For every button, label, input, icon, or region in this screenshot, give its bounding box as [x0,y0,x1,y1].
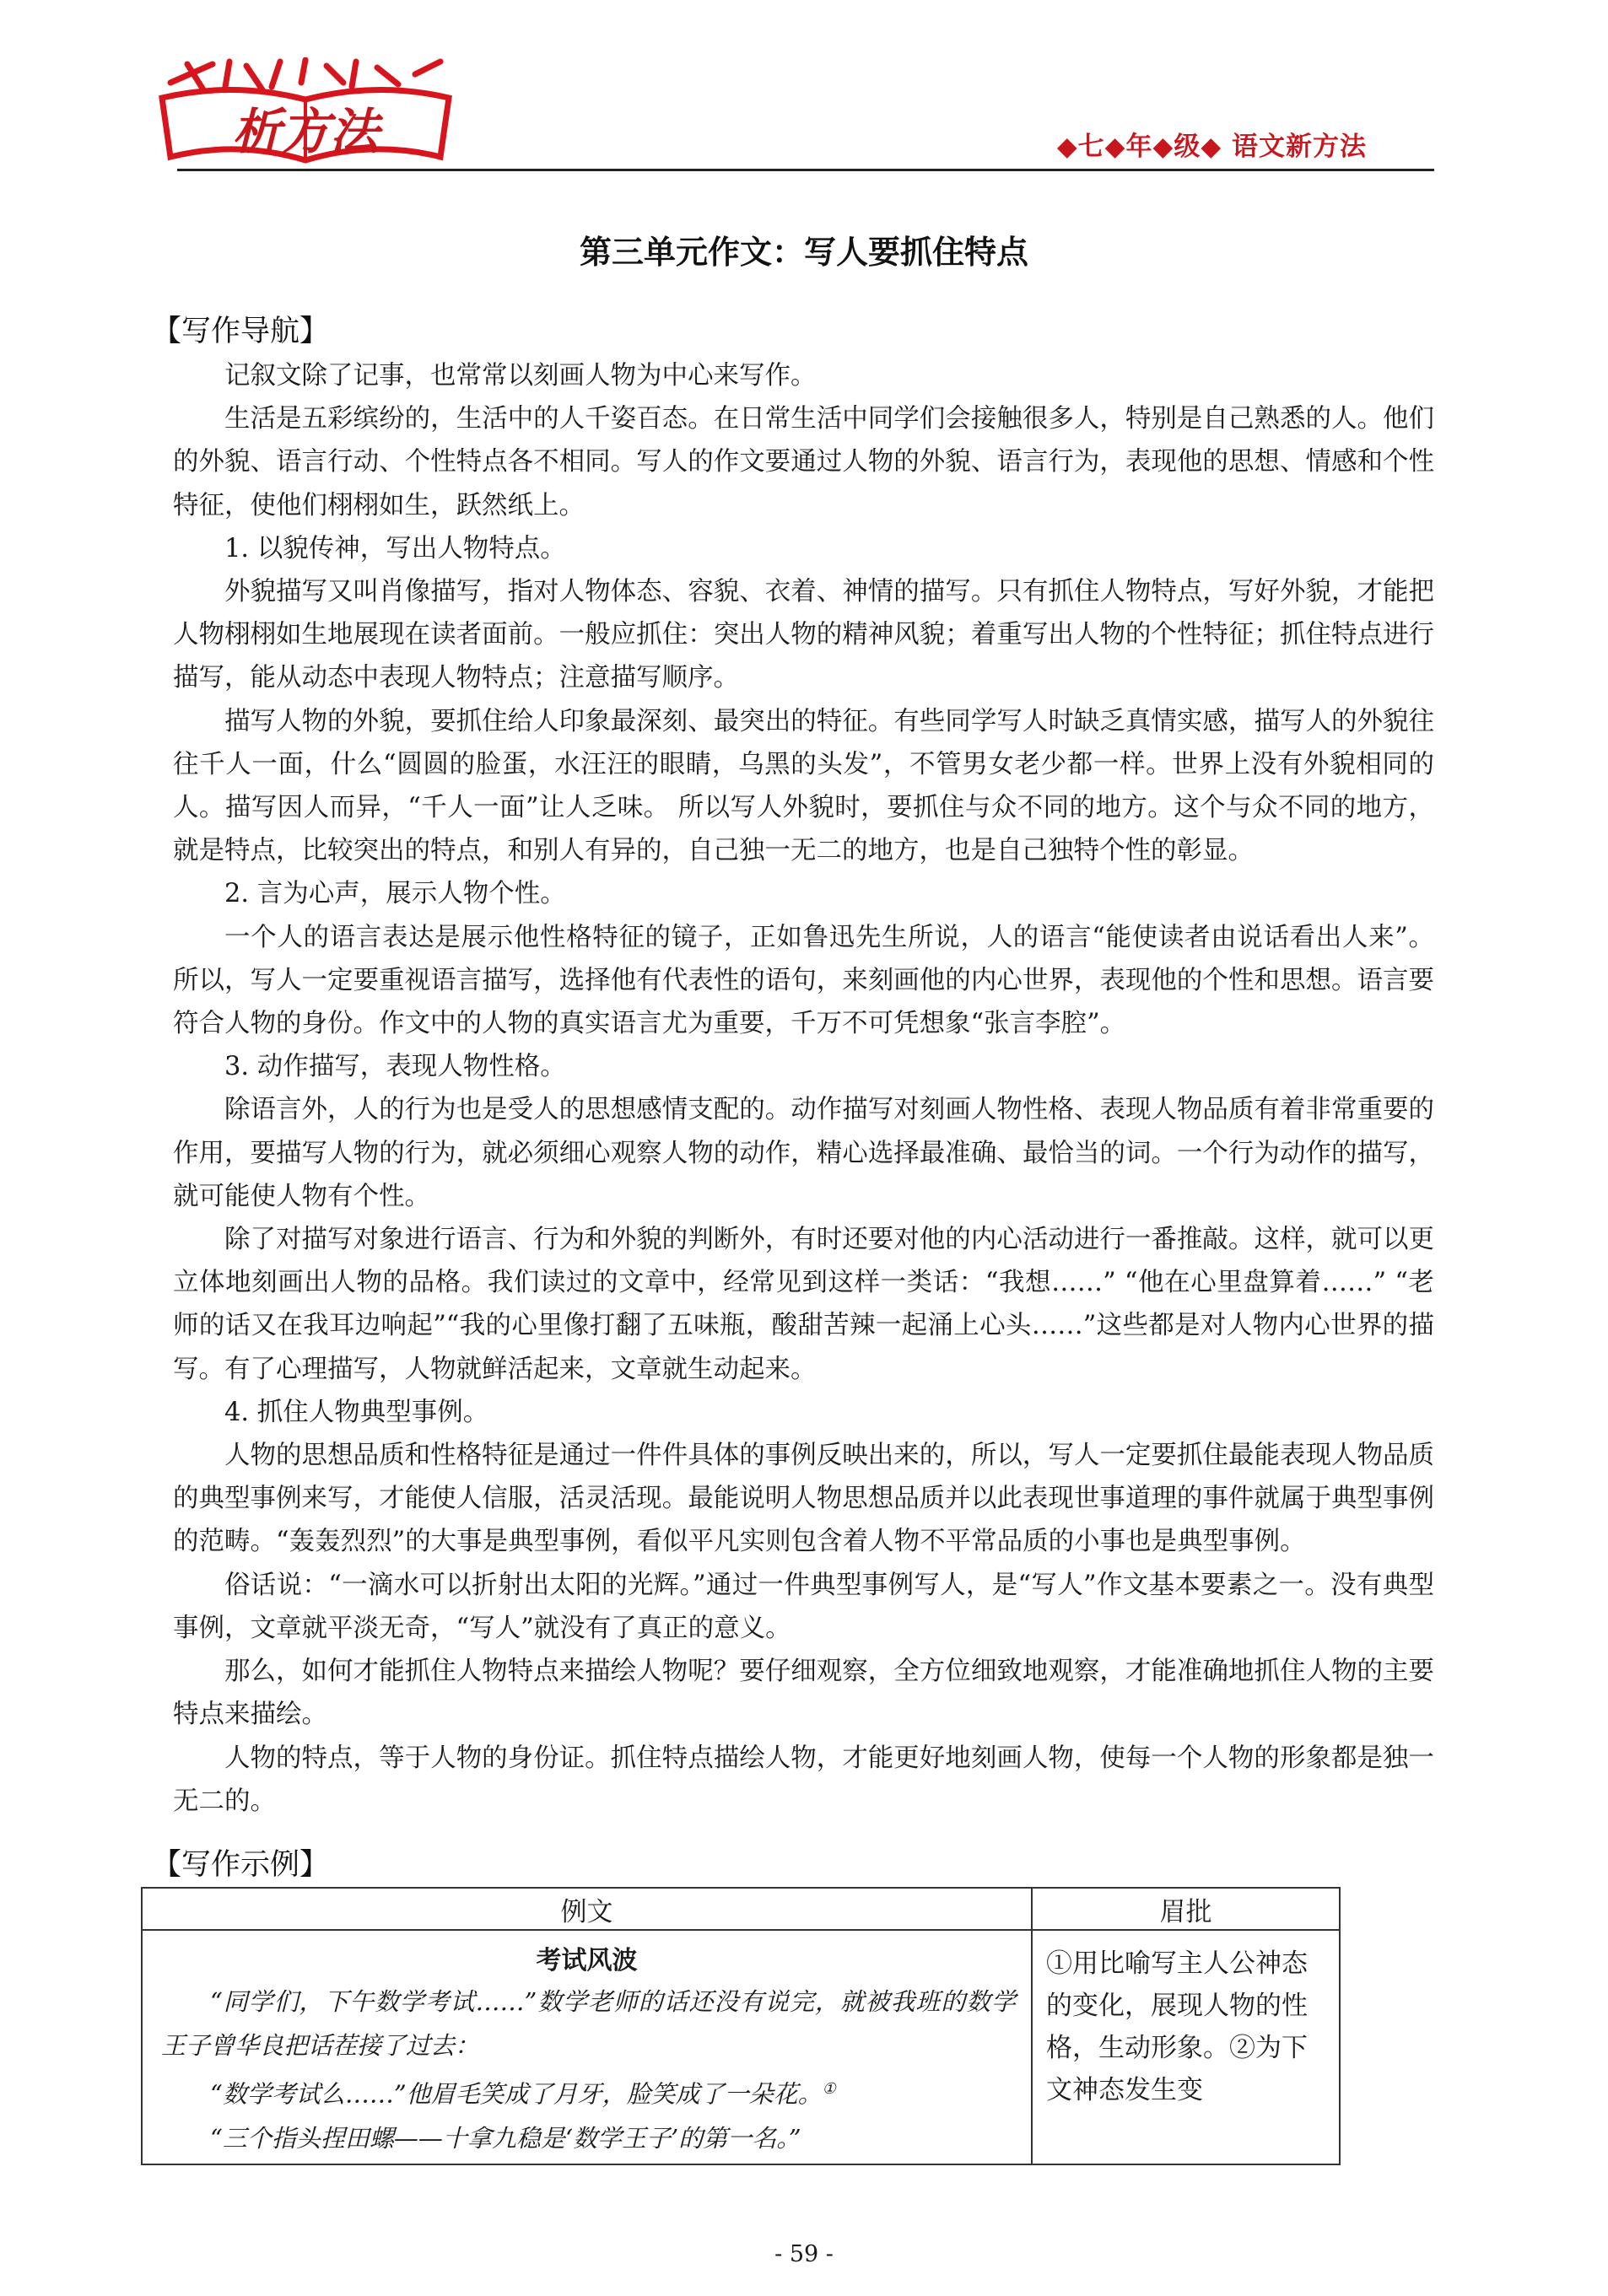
paragraph: 除了对描写对象进行语言、行为和外貌的判断外，有时还要对他的内心活动进行一番推敲。这样，就可以更立体地刻画出人物的品格。我们读过的文章中，经常见到这样一类话：“我想……” “他在心里盘算着……” “老师的话又在我耳边响起”“我的心里像打翻了五味瓶，酸甜苦辣一起涌上心头……”这些都是对人物内心世界的描写。有了心理描写，人物就鲜活起来，文章就生动起来。 [173,1225,1434,1384]
paragraph: 除语言外，人的行为也是受人的思想感情支配的。动作描写对刻画人物性格、表现人物品质有着非常重要的作用，要描写人物的行为，就必须细心观察人物的动作，精心选择最准确、最恰当的词。一个行为动作的描写，就可能使人物有个性。 [173,1095,1434,1211]
example-section-label: 【写作示例】 [152,1848,330,1882]
paragraph: 人物的特点，等于人物的身份证。抓住特点描绘人物，才能更好地刻画人物，使每一个人物的形象都是独一无二的。 [173,1743,1434,1816]
book-logo-icon [154,57,457,167]
margin-note: ①用比喻写主人公神态的变化，展现人物的性格，生动形象。②为下文神态发生变 [1046,1948,1308,2105]
essay-line: “同学们，下午数学考试……”数学老师的话还没有说完，就被我班的数学王子曾华良把话茬接了过去： [161,1987,1016,2060]
heading-point-1: 1. 以貌传神，写出人物特点。 [224,533,566,563]
column-header-essay: 例文 [142,1888,1032,1930]
paragraph: 生活是五彩缤纷的，生活中的人千姿百态。在日常生活中同学们会接触很多人，特别是自己熟悉的人。他们的外貌、语言行动、个性特点各不相同。写人的作文要通过人物的外貌、语言行为，表现他的思想、情感和个性特征，使他们栩栩如生，跃然纸上。 [173,404,1434,520]
paragraph: 描写人物的外貌，要抓住给人印象最深刻、最突出的特征。有些同学写人时缺乏真情实感，描写人的外貌往往千人一面，什么“圆圆的脸蛋，水汪汪的眼睛，乌黑的头发”，不管男女老少都一样。世界上没有外貌相同的人。描写因人而异，“千人一面”让人乏味。 所以写人外貌时，要抓住与众不同的地方。这个与众不同的地方，就是特点，比较突出的特点，和别人有异的，自己独一无二的地方，也是自己独特个性的彰显。 [173,706,1434,866]
paragraph: 那么，如何才能抓住人物特点来描绘人物呢？要仔细观察，全方位细致地观察，才能准确地抓住人物的主要特点来描绘。 [173,1657,1434,1730]
heading-point-3: 3. 动作描写，表现人物性格。 [224,1052,566,1082]
essay-line: “数学考试么……”他眉毛笑成了月牙，脸笑成了一朵花。① [210,2079,836,2109]
logo-text: 析方法 [231,103,380,160]
paragraph: 记叙文除了记事，也常常以刻画人物为中心来写作。 [224,361,817,391]
footnote-mark: ① [822,2080,836,2098]
header-rule [177,169,1434,171]
column-header-notes: 眉批 [1032,1888,1340,1930]
page-number: - 59 - [774,2241,834,2267]
guide-content [173,354,1434,1823]
paragraph: 人物的思想品质和性格特征是通过一件件具体的事例反映出来的，所以，写人一定要抓住最能表现人物品质的典型事例来写，才能使人信服，活灵活现。最能说明人物思想品质并以此表现世事道理的事件就属于典型事例的范畴。“轰轰烈烈”的大事是典型事例，看似平凡实则包含着人物不平常品质的小事也是典型事例。 [173,1441,1434,1557]
notes-cell [1032,1930,1340,2164]
guide-section-label: 【写作导航】 [152,315,330,348]
essay-cell [142,1930,1032,2164]
heading-point-2: 2. 言为心声，展示人物个性。 [224,879,566,909]
page-header [143,51,1434,173]
essay-line: “三个指头捏田螺——十拿九稳是‘数学王子’的第一名。” [210,2123,801,2153]
page-title: 第三单元作文：写人要抓住特点 [579,234,1028,271]
essay-title: 考试风波 [536,1946,638,1975]
paragraph: 一个人的语言表达是展示他性格特征的镜子，正如鲁迅先生所说，人的语言“能使读者由说话看出人来”。所以，写人一定要重视语言描写，选择他有代表性的语句，来刻画他的内心世界，表现他的个性和思想。语言要符合人物的身份。作文中的人物的真实语言尤为重要，千万不可凭想象“张言李腔”。 [173,922,1434,1039]
heading-point-4: 4. 抓住人物典型事例。 [224,1397,489,1427]
paragraph: 俗话说：“一滴水可以折射出太阳的光辉。”通过一件典型事例写人，是“写人”作文基本要素之一。没有典型事例，文章就平淡无奇，“写人”就没有了真正的意义。 [173,1570,1434,1643]
grade-label: ◆七◆年◆级◆ 语文新方法 [1056,132,1367,162]
example-table [141,1887,1341,2165]
paragraph: 外貌描写又叫肖像描写，指对人物体态、容貌、衣着、神情的描写。只有抓住人物特点，写好外貌，才能把人物栩栩如生地展现在读者面前。一般应抓住：突出人物的精神风貌；着重写出人物的个性特征；抓住特点进行描写，能从动态中表现人物特点；注意描写顺序。 [173,577,1434,693]
